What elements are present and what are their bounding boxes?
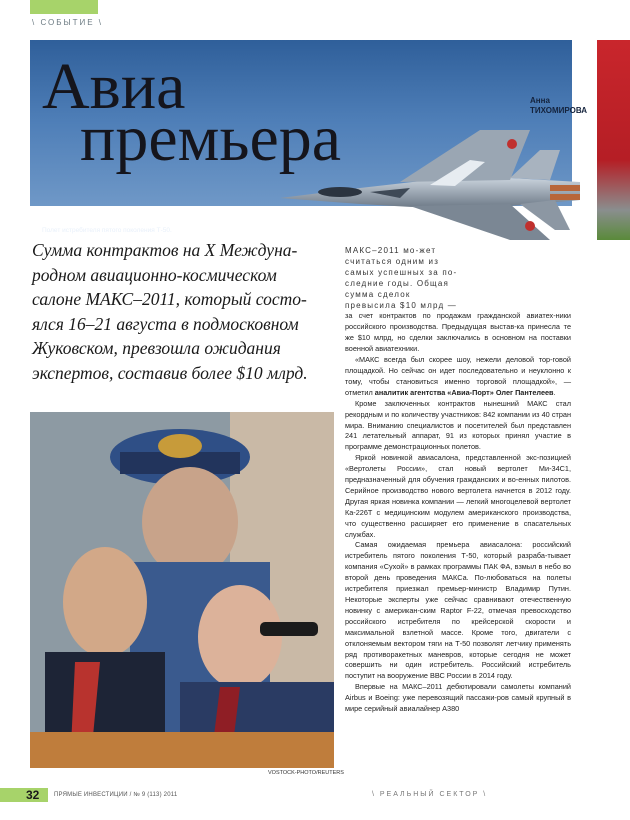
hero-caption: Полет истребителя пятого поколения Т-50. — [42, 227, 172, 234]
page-number: 32 — [26, 788, 40, 802]
publication-info: ПРЯМЫЕ ИНВЕСТИЦИИ / № 9 (113) 2011 — [54, 792, 178, 798]
opening-text-rest: за счет контрактов по продажам гражданской авиатех-ники российского производства. Предыдущая выстав-ка принесла те же $10 млрд, но сделки заключались в основном на поставки военной авиатехники. — [345, 311, 571, 354]
quote-text: «МАКС всегда был скорее шоу, нежели деловой тор-говой площадкой. Но сейчас он идет последовательно и неуклонно к тому, чтобы становиться именно торговой площадкой», — отметил — [345, 355, 571, 397]
officials-photo — [30, 412, 334, 768]
lead-paragraph: Сумма контрактов на X Междуна-родном авиационно-космическом салоне МАКС–2011, который состо-ялся 16–21 августа в подмосковном Жуковском, превзошла ожидания экспертов, составив более $10 млрд. — [32, 240, 308, 383]
article-paragraph: Кроме заключенных контрактов нынешний МАКС стал рекордным и по количеству участников: 842 компании из 40 стран мира. Вниманию специалистов и посетителей был представлен 241 летательный аппарат, 91 из которых принял участие в программе демонстрационных полетов. — [345, 398, 571, 452]
section-label: \ СОБЫТИЕ \ — [32, 18, 104, 27]
article-paragraph — [345, 246, 571, 355]
photo-credit: VOSTOCK-PHOTO/REUTERS — [268, 770, 344, 776]
spectators-illustration — [30, 412, 334, 768]
section-footer: \ РЕАЛЬНЫЙ СЕКТОР \ — [372, 791, 488, 798]
quote-end: . — [553, 387, 556, 397]
article-paragraph — [345, 355, 571, 399]
page-number-tab — [0, 788, 48, 802]
headline-line-1: Авиа — [42, 50, 186, 123]
opening-text: МАКС–2011 мо-жет считаться одним из самых успешных за по-следние годы. Общая сумма сделок превысила $10 млрд — — [345, 246, 458, 310]
author-byline — [530, 96, 587, 116]
headline-line-2: премьера — [80, 102, 342, 175]
author-last-name: ТИХОМИРОВА — [530, 106, 588, 115]
article-body — [345, 246, 571, 715]
adjacent-page-edge — [597, 40, 630, 240]
article-paragraph: Яркой новинкой авиасалона, представленной экс-позицией «Вертолеты России», стал новый вертолет Ми-34С1, предназначенный для обучения гражданских и во-енных пилотов. Серийное производство нового вертолета начнется в 2012 году. Другая яркая новинка компании — легкий многоцелевой вертолет Ка-226Т с медицинским модулем американского производства, что существенно расширяет его применение в спасательных службах. — [345, 453, 571, 539]
hero-banner — [30, 40, 588, 234]
article-paragraph: Впервые на МАКС–2011 дебютировали самолеты компаний Airbus и Boeing: уже перевозящий пассажи-ров самый крупный в мире серийный авиалайнер A380 — [345, 682, 571, 714]
article-paragraph: Самая ожидаемая премьера авиасалона: российский истребитель пятого поколения Т-50, который разраба-тывает компания «Сухой» в рамках программы ПАК ФА, взмыл в небо во второй день проведения МАКСа. По-любоваться на полеты истребителя приезжал премьер-министр Владимир Путин. Некоторые эксперты уже сейчас сравнивают отечественную новинку с американ-ским Raptor F-22, отмечая превосходство российского истребителя по крейсерской скорости и максимальной взлетной массе. Кроме того, двигатели с отклоняемым вектором тяги на Т-50 позволят летчику применять ряд противоракетных маневров, которые сегодня не может совершить ни один истребитель. Российский истребитель поступит на вооружение ВВС России в 2014 году. — [345, 540, 571, 681]
author-first-name: Анна — [530, 96, 550, 105]
section-tab — [30, 0, 98, 14]
quote-source: аналитик агентства «Авиа-Порт» Олег Пантелеев — [374, 387, 554, 397]
